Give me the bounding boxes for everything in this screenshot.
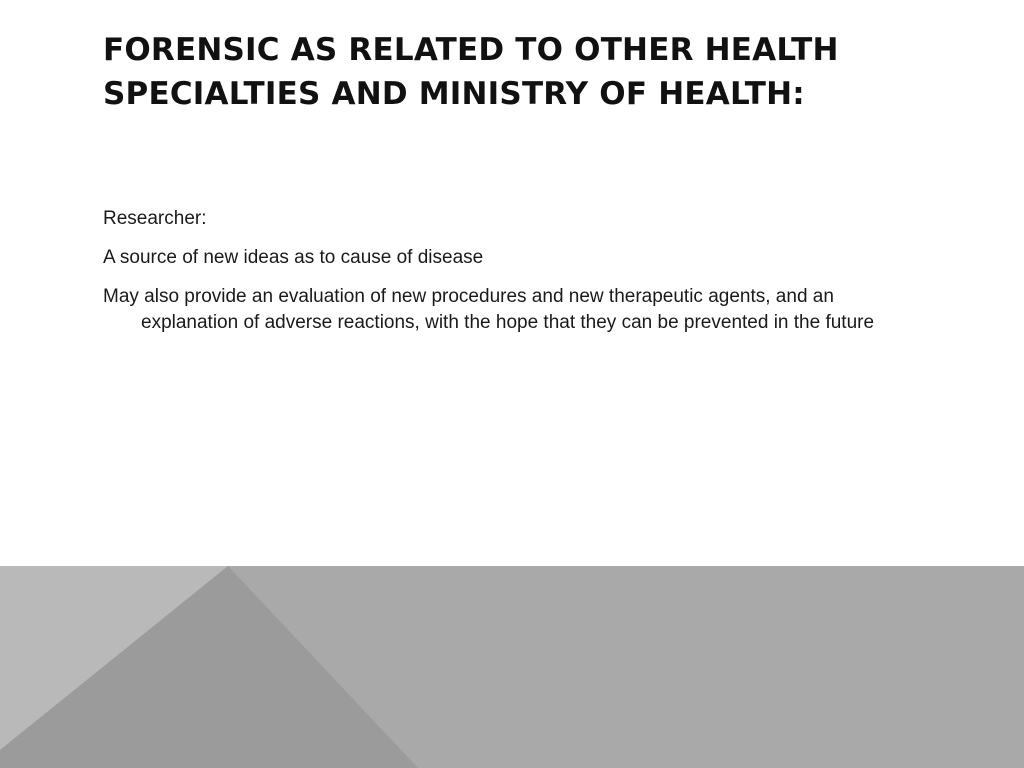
body-paragraph-researcher: Researcher: — [103, 208, 207, 229]
decorative-footer-band — [0, 566, 1024, 768]
slide-title: FORENSIC AS RELATED TO OTHER HEALTH SPECIALTIES AND MINISTRY OF HEALTH: — [103, 32, 839, 112]
footer-graphic — [0, 566, 1024, 768]
body-paragraph-source-of-ideas: A source of new ideas as to cause of disease — [103, 247, 484, 268]
body-paragraph-evaluation: May also provide an evaluation of new procedures and new therapeutic agents, and an explanation of adverse reactions, with the hope that they can be prevented in the future — [103, 286, 875, 333]
slide-body — [103, 206, 933, 349]
